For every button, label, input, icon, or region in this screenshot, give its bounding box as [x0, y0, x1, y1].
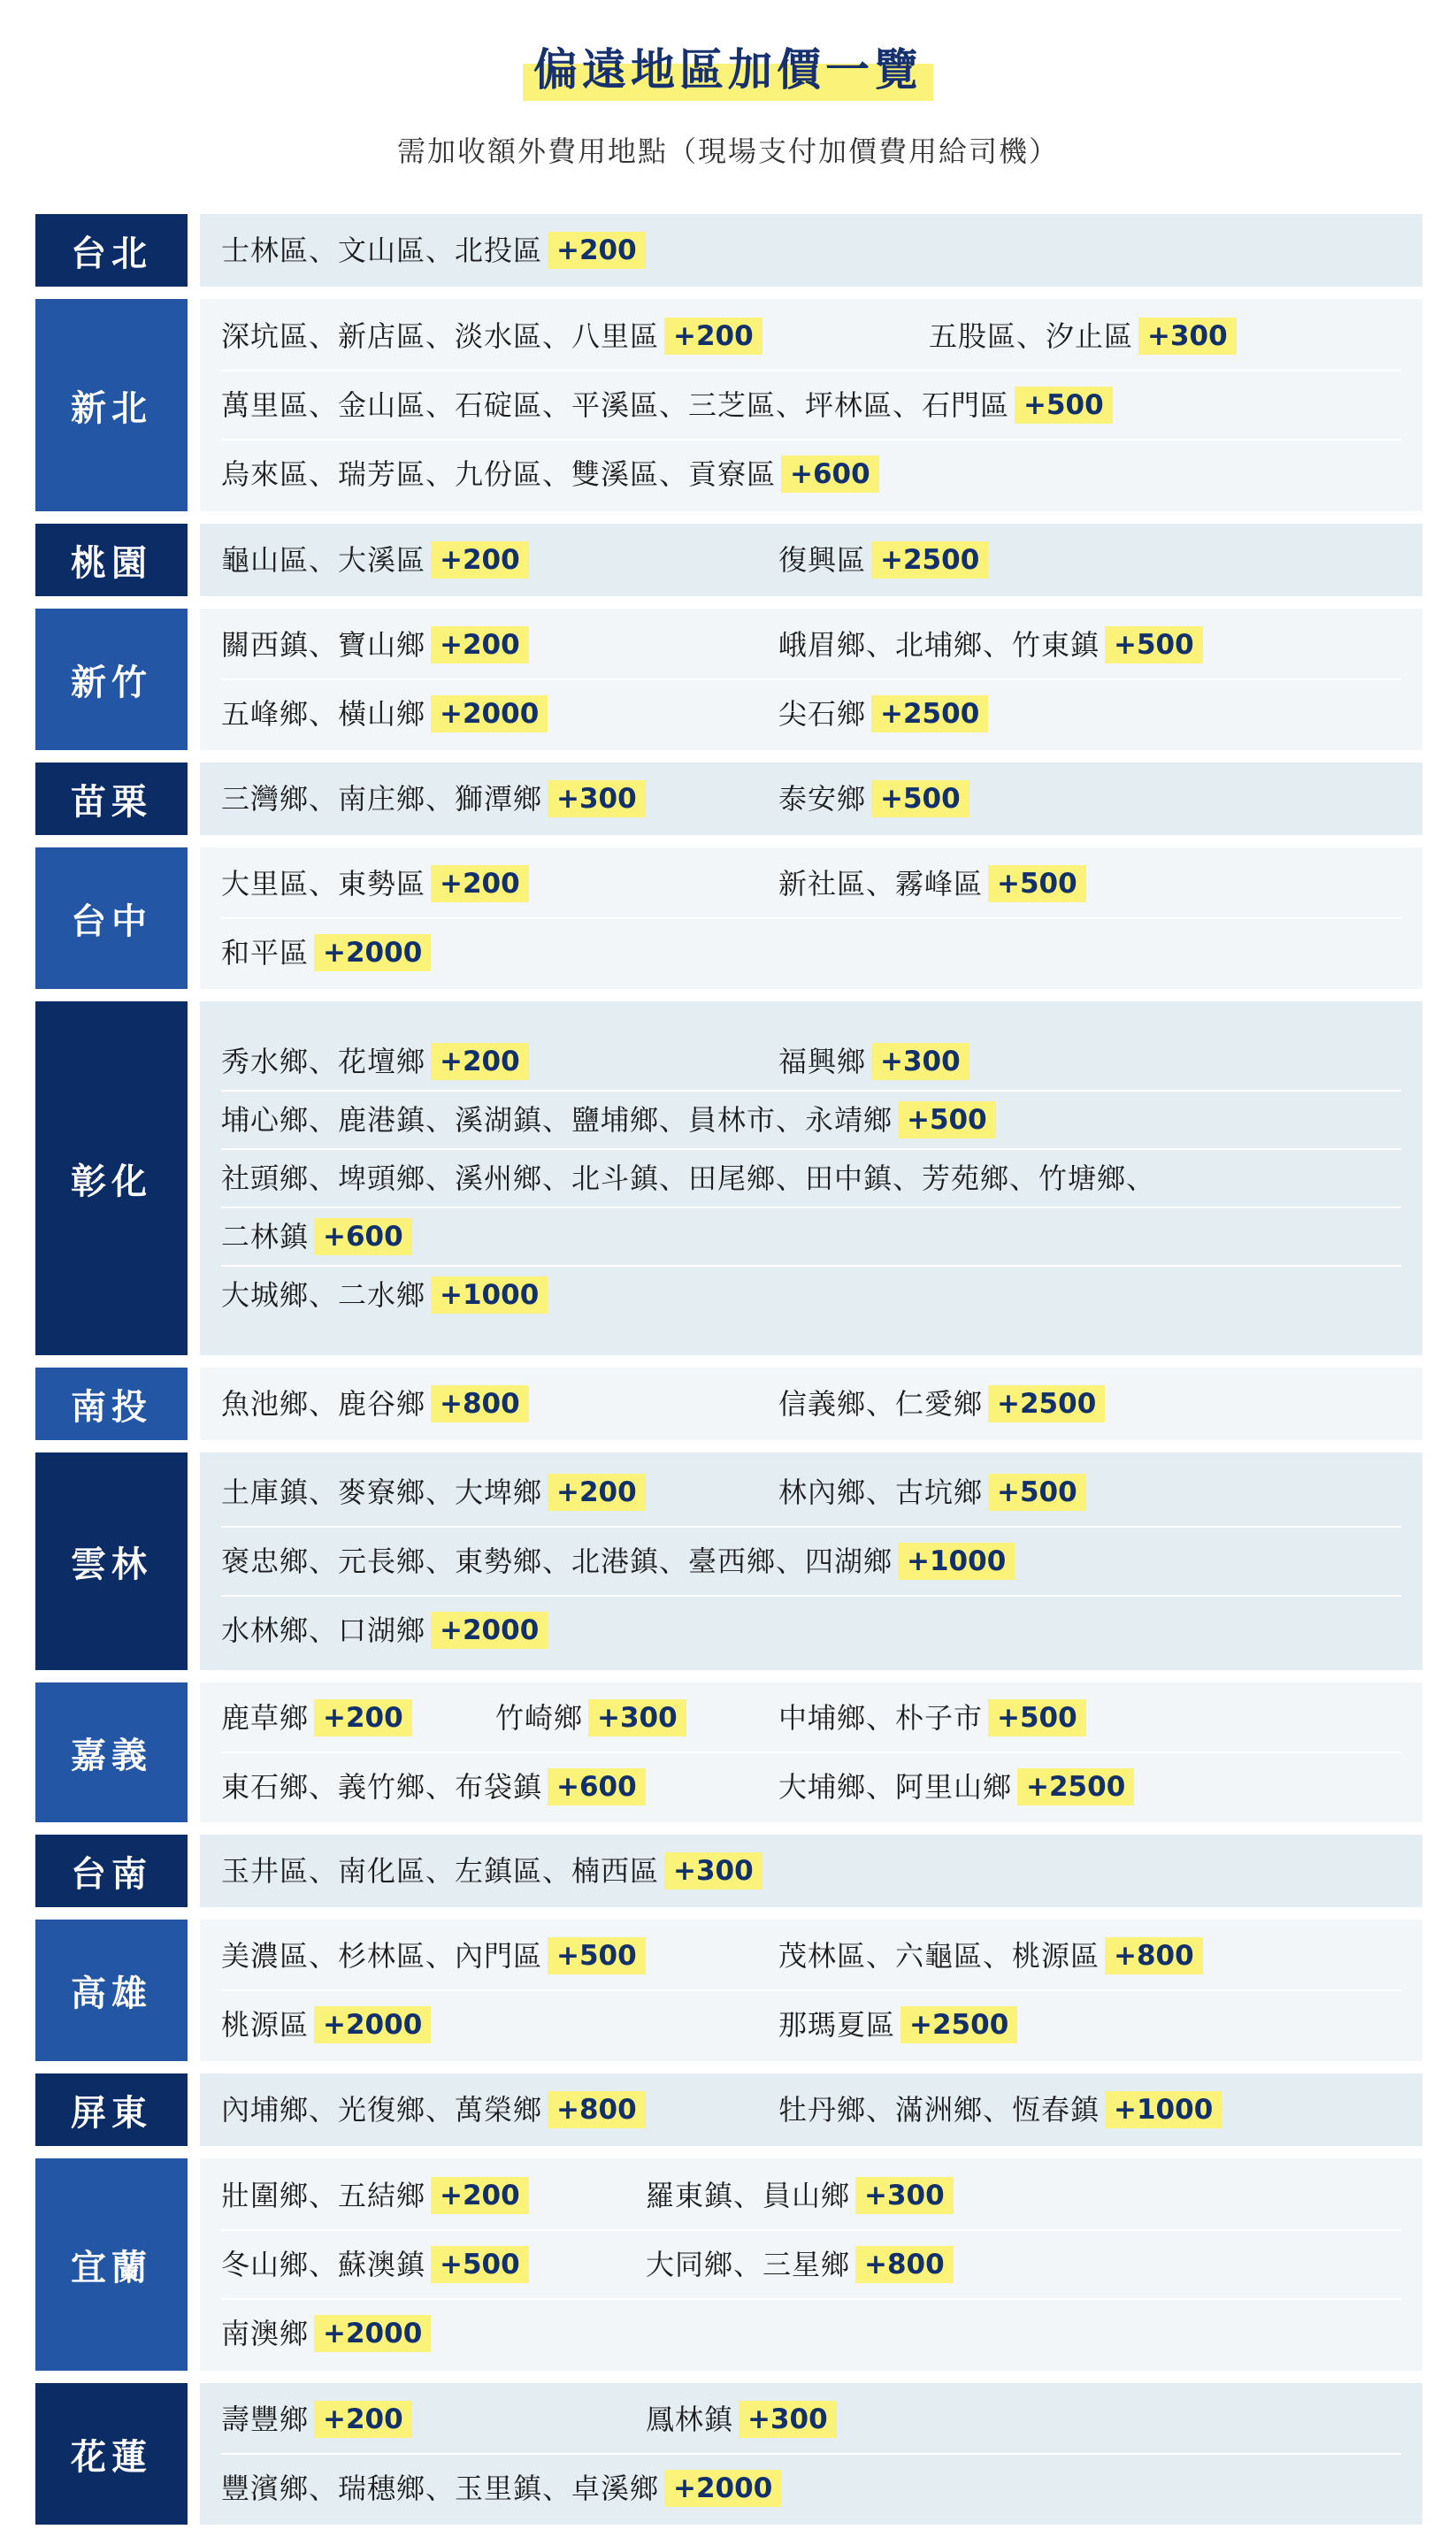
place-names: 鳳林鎮	[646, 2403, 734, 2436]
surcharge-entry	[221, 2400, 412, 2439]
surcharge-line	[221, 1033, 1401, 1092]
surcharge-line	[221, 303, 1401, 372]
surcharge-entry	[778, 864, 1086, 903]
surcharge-entry	[929, 317, 1237, 356]
surcharge-price: +300	[664, 1852, 762, 1889]
place-names: 大同鄉、三星鄉	[646, 2248, 851, 2281]
region-label: 雲林	[35, 1452, 188, 1670]
region-content	[200, 2073, 1422, 2146]
surcharge-line	[221, 2300, 1401, 2367]
place-names: 峨眉鄉、北埔鄉、竹東鎮	[778, 628, 1100, 662]
surcharge-entry	[646, 2245, 954, 2284]
surcharge-entry	[221, 2090, 646, 2129]
surcharge-entry	[778, 2005, 1017, 2044]
surcharge-entry	[221, 1936, 646, 1975]
page-subtitle: 需加收額外費用地點（現場支付加價費用給司機）	[396, 134, 1059, 168]
surcharge-entry	[221, 1767, 646, 1806]
region-row	[35, 1682, 1422, 1822]
place-names: 三灣鄉、南庄鄉、獅潭鄉	[221, 782, 543, 816]
region-content	[200, 1682, 1422, 1822]
surcharge-price: +200	[548, 232, 646, 269]
place-names: 竹崎鄉	[495, 1701, 584, 1735]
region-row	[35, 1835, 1422, 1907]
region-content	[200, 1835, 1422, 1907]
region-content	[200, 1001, 1422, 1355]
surcharge-line	[221, 1991, 1401, 2058]
surcharge-price: +200	[548, 1474, 646, 1511]
surcharge-line	[221, 2076, 1401, 2143]
place-names: 五峰鄉、橫山鄉	[221, 697, 426, 731]
surcharge-price: +2000	[431, 695, 548, 732]
place-names: 埔心鄉、鹿港鎮、溪湖鎮、鹽埔鄉、員林市、永靖鄉	[221, 1103, 893, 1137]
region-label: 嘉義	[35, 1682, 188, 1822]
surcharge-line	[221, 1150, 1401, 1208]
surcharge-price: +500	[988, 1699, 1086, 1736]
surcharge-price: +500	[871, 780, 969, 817]
place-names: 五股區、汐止區	[929, 319, 1134, 353]
place-names: 壯圍鄉、五結鄉	[221, 2179, 426, 2212]
surcharge-entry	[221, 1542, 1015, 1581]
surcharge-price: +300	[1138, 318, 1237, 355]
surcharge-entry	[778, 779, 969, 818]
surcharge-price: +800	[548, 2091, 646, 2128]
place-names: 南澳鄉	[221, 2317, 310, 2350]
place-names: 福興鄉	[778, 1045, 867, 1078]
region-label: 台北	[35, 214, 188, 287]
place-names: 內埔鄉、光復鄉、萬榮鄉	[221, 2093, 543, 2127]
region-label: 彰化	[35, 1001, 188, 1355]
surcharge-price: +2000	[314, 2006, 431, 2043]
place-names: 士林區、文山區、北投區	[221, 234, 543, 267]
surcharge-line	[221, 2455, 1401, 2522]
surcharge-line	[221, 1597, 1401, 1664]
region-content	[200, 763, 1422, 835]
surcharge-price: +500	[431, 2246, 529, 2283]
surcharge-line	[221, 850, 1401, 919]
region-row	[35, 1920, 1422, 2061]
surcharge-entry	[221, 231, 646, 270]
surcharge-entry	[778, 1042, 969, 1081]
place-names: 土庫鎮、麥寮鄉、大埤鄉	[221, 1475, 543, 1509]
surcharge-price: +500	[988, 1474, 1086, 1511]
surcharge-line	[221, 680, 1401, 747]
region-label: 屏東	[35, 2073, 188, 2146]
place-names: 桃源區	[221, 2008, 310, 2042]
surcharge-line	[221, 1684, 1401, 1753]
surcharge-line	[221, 2231, 1401, 2300]
region-row	[35, 2383, 1422, 2525]
region-label: 桃園	[35, 524, 188, 596]
surcharge-price: +600	[548, 1768, 646, 1805]
surcharge-price: +800	[855, 2246, 954, 2283]
place-names: 中埔鄉、朴子市	[778, 1701, 984, 1735]
place-names: 大埔鄉、阿里山鄉	[778, 1770, 1013, 1804]
surcharge-line	[221, 919, 1401, 986]
surcharge-price: +200	[431, 2177, 529, 2214]
place-names: 深坑區、新店區、淡水區、八里區	[221, 319, 660, 353]
region-content	[200, 214, 1422, 287]
surcharge-price: +2500	[871, 695, 988, 732]
region-row	[35, 214, 1422, 287]
place-names: 關西鎮、寶山鄉	[221, 628, 426, 662]
surcharge-price: +500	[898, 1101, 996, 1138]
region-label: 宜蘭	[35, 2158, 188, 2371]
place-names: 水林鄉、口湖鄉	[221, 1613, 426, 1647]
surcharge-price: +500	[1015, 387, 1113, 424]
surcharge-line	[221, 1370, 1401, 1437]
place-names: 玉井區、南化區、左鎮區、楠西區	[221, 1854, 660, 1888]
surcharge-price: +300	[548, 780, 646, 817]
region-content	[200, 2383, 1422, 2525]
place-names: 尖石鄉	[778, 697, 867, 731]
surcharge-price: +300	[871, 1043, 969, 1080]
place-names: 泰安鄉	[778, 782, 867, 816]
surcharge-entry	[778, 1473, 1086, 1512]
title-wrap	[0, 39, 1456, 101]
region-row	[35, 1452, 1422, 1670]
region-row	[35, 609, 1422, 750]
surcharge-entry	[221, 2469, 781, 2508]
surcharge-line	[221, 217, 1401, 284]
surcharge-price: +500	[548, 1937, 646, 1974]
place-names: 茂林區、六龜區、桃源區	[778, 1939, 1100, 1973]
surcharge-line	[221, 765, 1401, 832]
place-names: 烏來區、瑞芳區、九份區、雙溪區、貢寮區	[221, 457, 777, 491]
surcharge-line	[221, 611, 1401, 680]
place-names: 壽豐鄉	[221, 2403, 310, 2436]
region-content	[200, 609, 1422, 750]
surcharge-price: +600	[314, 1218, 412, 1255]
region-row	[35, 2073, 1422, 2146]
surcharge-price: +800	[1105, 1937, 1203, 1974]
region-label: 花蓮	[35, 2383, 188, 2525]
region-content	[200, 847, 1422, 989]
place-names: 龜山區、大溪區	[221, 543, 426, 577]
place-names: 和平區	[221, 936, 310, 970]
surcharge-entry	[778, 1767, 1134, 1806]
surcharge-entry	[221, 864, 529, 903]
surcharge-price: +200	[314, 1699, 412, 1736]
region-row	[35, 1368, 1422, 1440]
surcharge-price: +2500	[1017, 1768, 1134, 1805]
surcharge-entry	[221, 1276, 548, 1314]
region-content	[200, 1920, 1422, 2061]
surcharge-price: +2000	[431, 1612, 548, 1649]
surcharge-entry	[221, 933, 431, 972]
region-content	[200, 1452, 1422, 1670]
surcharge-line	[221, 1208, 1401, 1267]
region-row	[35, 847, 1422, 989]
surcharge-price: +300	[588, 1699, 686, 1736]
surcharge-entry	[221, 455, 879, 494]
surcharge-line	[221, 372, 1401, 441]
region-content	[200, 299, 1422, 511]
region-label: 苗栗	[35, 763, 188, 835]
place-names: 二林鎮	[221, 1220, 310, 1253]
surcharge-entry	[495, 1698, 686, 1737]
surcharge-entry	[221, 2176, 529, 2215]
surcharge-price: +600	[781, 456, 879, 493]
surcharge-line	[221, 1459, 1401, 1528]
place-names: 新社區、霧峰區	[778, 867, 984, 901]
place-names: 社頭鄉、埤頭鄉、溪州鄉、北斗鎮、田尾鄉、田中鎮、芳苑鄉、竹塘鄉、	[221, 1161, 1156, 1195]
surcharge-price: +200	[431, 865, 529, 902]
region-label: 南投	[35, 1368, 188, 1440]
surcharge-price: +1000	[431, 1276, 548, 1314]
surcharge-line	[221, 1528, 1401, 1597]
surcharge-line	[221, 1922, 1401, 1991]
surcharge-price: +800	[431, 1385, 529, 1422]
surcharge-price: +200	[431, 541, 529, 579]
place-names: 大城鄉、二水鄉	[221, 1278, 426, 1312]
place-names: 秀水鄉、花壇鄉	[221, 1045, 426, 1078]
surcharge-price: +500	[988, 865, 1086, 902]
surcharge-entry	[221, 1159, 1155, 1198]
page-title: 偏遠地區加價一覽	[523, 39, 933, 101]
surcharge-entry	[221, 317, 762, 356]
surcharge-price: +1000	[898, 1543, 1015, 1580]
surcharge-entry	[221, 540, 529, 579]
surcharge-price: +300	[855, 2177, 954, 2214]
surcharge-entry	[778, 1384, 1105, 1423]
surcharge-entry	[778, 625, 1203, 664]
place-names: 羅東鎮、員山鄉	[646, 2179, 851, 2212]
surcharge-entry	[221, 2005, 431, 2044]
place-names: 信義鄉、仁愛鄉	[778, 1387, 984, 1421]
region-row	[35, 299, 1422, 511]
place-names: 豐濱鄉、瑞穗鄉、玉里鎮、卓溪鄉	[221, 2472, 660, 2505]
surcharge-price: +2000	[314, 2315, 431, 2352]
surcharge-entry	[221, 1042, 529, 1081]
surcharge-price: +2500	[988, 1385, 1105, 1422]
surcharge-price: +500	[1105, 626, 1203, 663]
place-names: 萬里區、金山區、石碇區、平溪區、三芝區、坪林區、石門區	[221, 388, 1010, 422]
place-names: 大里區、東勢區	[221, 867, 426, 901]
place-names: 鹿草鄉	[221, 1701, 310, 1735]
surcharge-entry	[221, 694, 548, 733]
surcharge-price: +200	[431, 1043, 529, 1080]
surcharge-price: +200	[664, 318, 762, 355]
surcharge-entry	[221, 1851, 762, 1890]
region-row	[35, 2158, 1422, 2371]
region-content	[200, 2158, 1422, 2371]
surcharge-entry	[778, 540, 988, 579]
surcharge-entry	[646, 2176, 954, 2215]
region-label: 台中	[35, 847, 188, 989]
place-names: 復興區	[778, 543, 867, 577]
surcharge-entry	[778, 1936, 1203, 1975]
place-names: 東石鄉、義竹鄉、布袋鎮	[221, 1770, 543, 1804]
region-label: 新竹	[35, 609, 188, 750]
surcharge-line	[221, 2162, 1401, 2231]
surcharge-price: +300	[739, 2401, 837, 2438]
region-content	[200, 1368, 1422, 1440]
region-label: 新北	[35, 299, 188, 511]
surcharge-entry	[221, 625, 529, 664]
surcharge-entry	[221, 1100, 996, 1139]
surcharge-line	[221, 1753, 1401, 1820]
place-names: 那瑪夏區	[778, 2008, 896, 2042]
surcharge-entry	[646, 2400, 837, 2439]
surcharge-entry	[221, 1473, 646, 1512]
surcharge-line	[221, 1092, 1401, 1150]
place-names: 林內鄉、古坑鄉	[778, 1475, 984, 1509]
place-names: 冬山鄉、蘇澳鎮	[221, 2248, 426, 2281]
surcharge-entry	[221, 1384, 529, 1423]
surcharge-line	[221, 1267, 1401, 1323]
surcharge-price: +2000	[314, 934, 431, 971]
surcharge-entry	[221, 779, 646, 818]
region-table	[35, 214, 1422, 2537]
surcharge-price: +200	[314, 2401, 412, 2438]
surcharge-entry	[221, 2245, 529, 2284]
surcharge-entry	[221, 1698, 412, 1737]
surcharge-entry	[778, 2090, 1222, 2129]
surcharge-price: +2500	[871, 541, 988, 579]
surcharge-entry	[221, 386, 1113, 425]
surcharge-line	[221, 526, 1401, 594]
surcharge-price: +200	[431, 626, 529, 663]
surcharge-line	[221, 2386, 1401, 2455]
region-row	[35, 763, 1422, 835]
surcharge-entry	[778, 1698, 1086, 1737]
place-names: 魚池鄉、鹿谷鄉	[221, 1387, 426, 1421]
place-names: 牡丹鄉、滿洲鄉、恆春鎮	[778, 2093, 1100, 2127]
surcharge-line	[221, 1837, 1401, 1905]
surcharge-price: +2000	[664, 2470, 781, 2507]
surcharge-entry	[221, 1217, 412, 1256]
region-row	[35, 524, 1422, 596]
region-row	[35, 1001, 1422, 1355]
surcharge-entry	[778, 694, 988, 733]
surcharge-entry	[221, 2314, 431, 2353]
surcharge-line	[221, 441, 1401, 508]
surcharge-price: +1000	[1105, 2091, 1222, 2128]
region-label: 高雄	[35, 1920, 188, 2061]
region-content	[200, 524, 1422, 596]
place-names: 美濃區、杉林區、內門區	[221, 1939, 543, 1973]
surcharge-price: +2500	[900, 2006, 1017, 2043]
surcharge-entry	[221, 1611, 548, 1650]
place-names: 褒忠鄉、元長鄉、東勢鄉、北港鎮、臺西鄉、四湖鄉	[221, 1544, 893, 1578]
region-label: 台南	[35, 1835, 188, 1907]
